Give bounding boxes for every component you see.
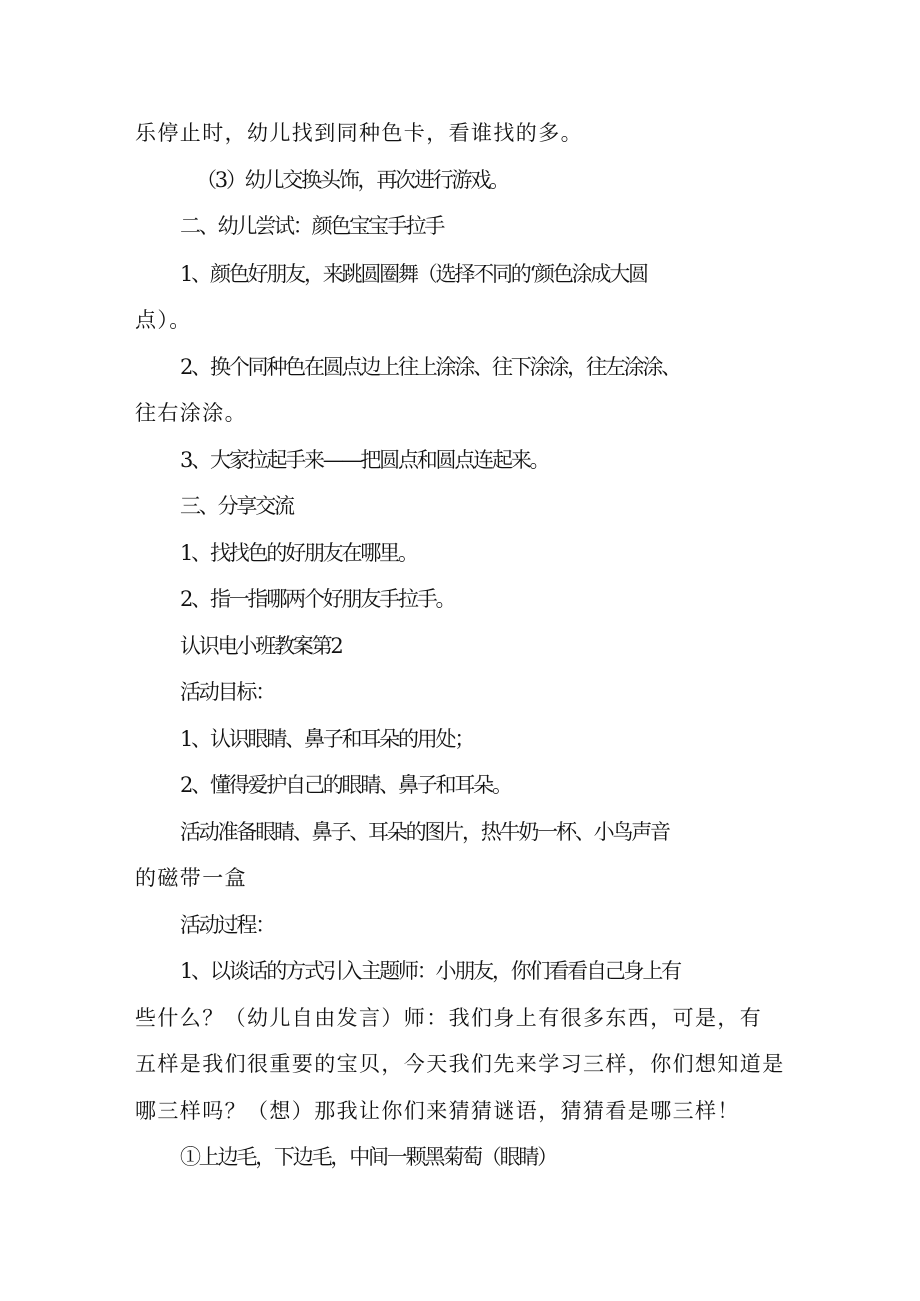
text-line: （3）幼儿交换头饰，再次进行游戏。 bbox=[196, 168, 508, 192]
text-line: 五样是我们很重要的宝贝，今天我们先来学习三样，你们想知道是 bbox=[135, 1052, 785, 1076]
text-line: 的磁带一盒 bbox=[135, 866, 247, 890]
text-line: 些什么？（幼儿自由发言）师：我们身上有很多东西，可是，有 bbox=[135, 1006, 763, 1030]
section-heading: 活动过程： bbox=[180, 913, 274, 937]
section-heading: 二、幼儿尝试：颜色宝宝手拉手 bbox=[180, 214, 444, 238]
text-line: 1、颜色好朋友，来跳圆圈舞（选择不同的‘颜色涂成大圆 bbox=[180, 262, 647, 286]
text-line: 1、认识眼睛、鼻子和耳朵的用处； bbox=[180, 727, 474, 751]
section-heading: 活动目标： bbox=[180, 680, 274, 704]
text-line: 乐停止时，幼儿找到同种色卡，看谁找的多。 bbox=[135, 121, 583, 145]
text-line: 往右涂涂。 bbox=[135, 401, 247, 425]
section-heading: 三、分享交流 bbox=[180, 494, 293, 518]
text-line: 1、找找色的好朋友在哪里。 bbox=[180, 541, 417, 565]
text-line: 2、指一指哪两个好朋友手拉手。 bbox=[180, 587, 455, 611]
text-line: 2、换个同种色在圆点边上往上涂涂、往下涂涂，往左涂涂、 bbox=[180, 355, 680, 379]
text-line: 2、懂得爱护自己的眼睛、鼻子和耳朵。 bbox=[180, 773, 511, 797]
text-line: 3、大家拉起手来——把圆点和圆点连起来。 bbox=[180, 448, 549, 472]
text-line: 点）。 bbox=[135, 308, 192, 332]
text-line: ①上边毛，下边毛，中间一颗黑菊萄（眼睛） bbox=[180, 1145, 556, 1169]
text-line: 活动准备眼睛、鼻子、耳朵的图片，热牛奶一杯、小鸟声音 bbox=[180, 820, 669, 844]
text-line: 1、以谈话的方式引入主题师：小朋友，你们看看自己身上有 bbox=[180, 959, 680, 983]
text-line: 哪三样吗？（想）那我让你们来猜猜谜语，猜猜看是哪三样！ bbox=[135, 1099, 740, 1123]
lesson-title: 认识电小班教案第2 bbox=[180, 634, 342, 658]
